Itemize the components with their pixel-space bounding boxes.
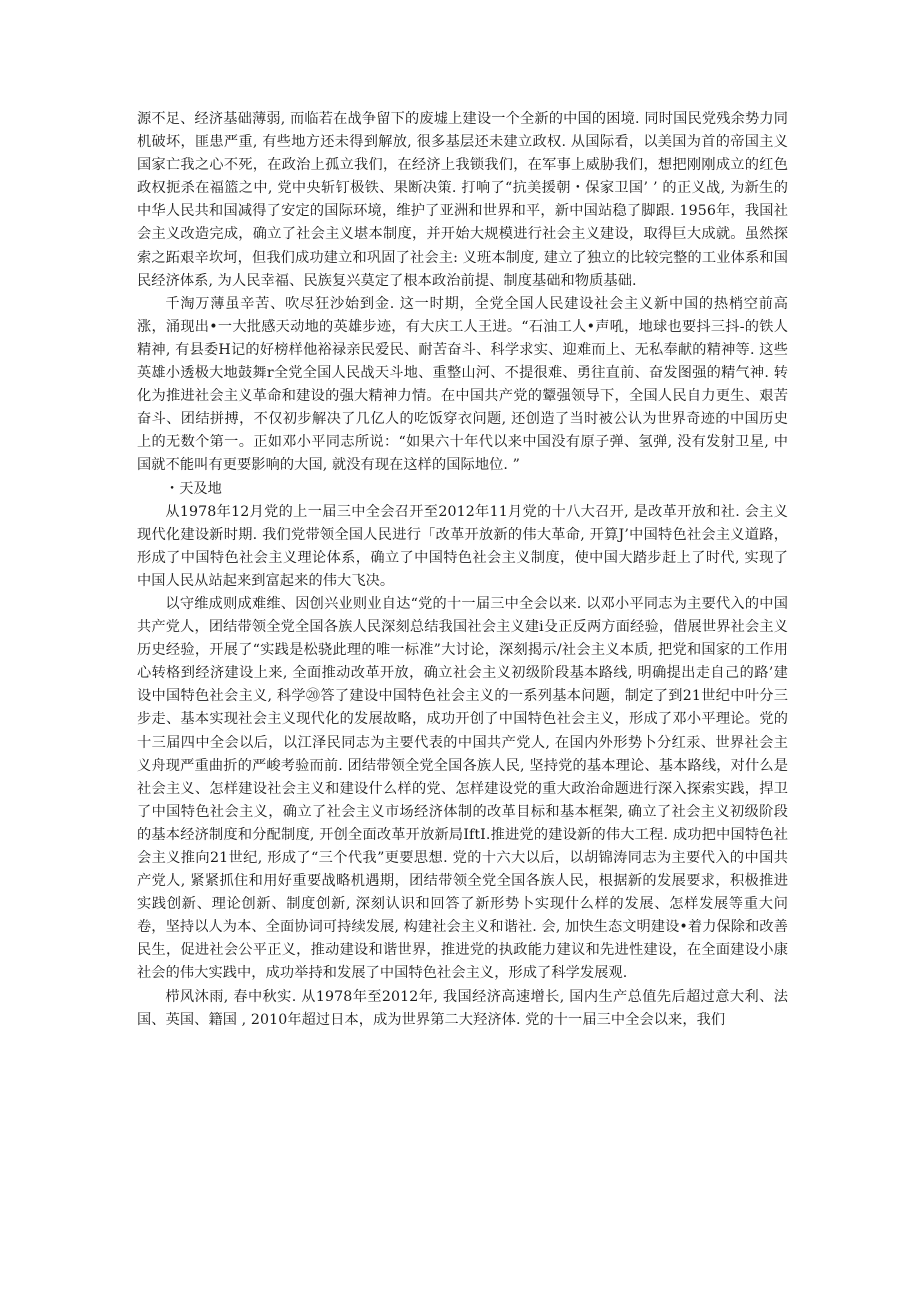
section-heading: ・天及地 xyxy=(165,480,222,497)
paragraph-5: 栉风沐雨, 春中秋实. 从1978年至2012年, 我国经济高速增长, 国内生产总值先后超过意大利、法国、英国、籍国 , 2010年超过日本，成为世界第二大羟济体. 党的十一届三中全会以来，我们 xyxy=(137,988,788,1028)
paragraph-1: 源不足、经济基础薄弱, 而临若在战争留下的废墟上建设一个全新的中国的困境. 同时国民党残余势力同机破坏，匪患严重, 有些地方还未得到解放, 很多基层还未建立政权. 从国际看，以美国为首的帝国主义国家亡我之心不死，在政治上孤立我们，在经济上我锁我们，在军事上威胁我们，想把刚刚成立的红色政权扼杀在福篮之中, 党中央斩钉极铁、果断决策. 打响了“抗美援朝・保家卫国’ ’ 的正义战, 为新生的中华人民共和国减得了安定的国际环境，维护了亚洲和世界和平，新中国站稳了脚跟. 1956年，我国社会主义改造完成，确立了社会主义堪本制度，并开始大规模进行社会主义建设，取得巨大成就。虽然探索之跖艰辛坎坷，但我们成功建立和巩固了社会主: 义班本制度, 建立了独立的比较完整的工业体系和国民经济体系, 为人民幸福、民族复兴莫定了根本政治前提、制度基础和物质基础. xyxy=(137,111,788,289)
paragraph-2: 千淘万薄虽辛苦、吹尽狂沙始到金. 这一时期，全党全国人民建设社会主义新中国的热梢空前高涨，涌现出•一大批感天动地的英雄步迹，有大庆工人王进。“石油工人•声吼，地球也要抖三抖-的铁人精神, 有县委H记的好榜样他裕禄亲民爱民、耐苦奋斗、科学求实、迎难而上、无私奉献的精神等. 这些英雄小透极大地鼓舞r全党全国人民战天斗地、重整山河、不提很难、勇往直前、奋发图强的精气神. 转化为推进社会主义革命和建设的强大精神力情。在中国共产党的颦强领导下，全国人民自力更生、艰苦奋斗、团结拼搏，不仅初步解决了几亿人的吃饭穿衣问题, 还创造了当时被公认为世界奇迹的中国历史上的无数个第一。正如邓小平同志所说：“如果六十年代以来中国没有原子弹、氢弹, 没有发射卫星, 中国就不能叫有更要影响的大国, 就没有现在这样的国际地位. ” xyxy=(137,295,788,474)
document-page xyxy=(137,108,788,1032)
paragraph-4: 以守维成则成难维、因创兴业则业自达“党的十一届三中全会以来. 以邓小平同志为主要代入的中国共产党人，团结带领全党全国各族人民深刻总结我国社会主义建i殳正反两方面经验，借展世界社会主义历史经验，开展了“实践是松骁此理的唯一标准”大讨论，深刻揭示/社会主义本质, 把党和国家的工作用心转格到经济建设上来, 全面推动改革开放，确立社会主义初级阶段基本路线, 明确提出走自己的路’建设中国特色社会主义, 科学⑳答了建设中国特色社会主义的一系列基本问题，制定了到21世纪中叶分三步走、基本实现社会主义现代化的发展故略，成功开创了中国特色社会主义，形成了邓小平理论。党的十三届四中全会以后，以江泽民同志为主要代表的中国共产党人, 在国内外形势卜分红汞、世界社会主义舟现严重曲折的严峻考验而前. 团结带领全党全国各族人民, 坚持党的基本理论、基本路线，对什么是社会主义、怎样建设社会主义和建设什么样的党、怎样建设党的重大政治命题进行深入探索实践，捍卫了中国特色社会主义，确立了社会主义市场经济体制的改革目标和基本框架, 确立了社会主义初级阶段的基本经济制度和分配制度, 开创全面改革开放新局IftI.推进党的建设新的伟大工程. 成功把中国特色社会主义推向21世纪, 形成了“三个代我”更要思想. 党的十六大以后，以胡锦涛同志为主要代入的中国共产党人, 紧紧抓住和用好重要战略机遇期，团结带领全党全国各族人民，根据新的发展要求，积极推进实践创新、理论创新、制度创新, 深刻认识和回答了新形势卜实现什么样的发展、怎样发展等重大问卷，坚持以人为本、全面协词可持续发展, 构建社会主义和谐社. 会, 加快生态文明建设•着力保除和改善民生，促进社会公平正义，推动建设和谐世界，推进党的执政能力建议和先进性建设，在全面建设小康社会的伟大实践中，成功举持和发展了中国特色社会主义，形成了科学发展观. xyxy=(137,595,788,982)
paragraph-3: 从1978年12月党的上一届三中全会召开至2012年11月党的十八大召开, 是改革开放和社. 会主义现代化建设新时期. 我们党带领全国人民进行「改革开放新的伟大革命, 开算J’中国特色社会主义道路，形成了中国特色社会主义理论体系，确立了中国特色社会主义制度，使中国大踏步赶上了时代, 实现了中国人民从站起来到富起来的伟大飞决。 xyxy=(137,503,788,589)
